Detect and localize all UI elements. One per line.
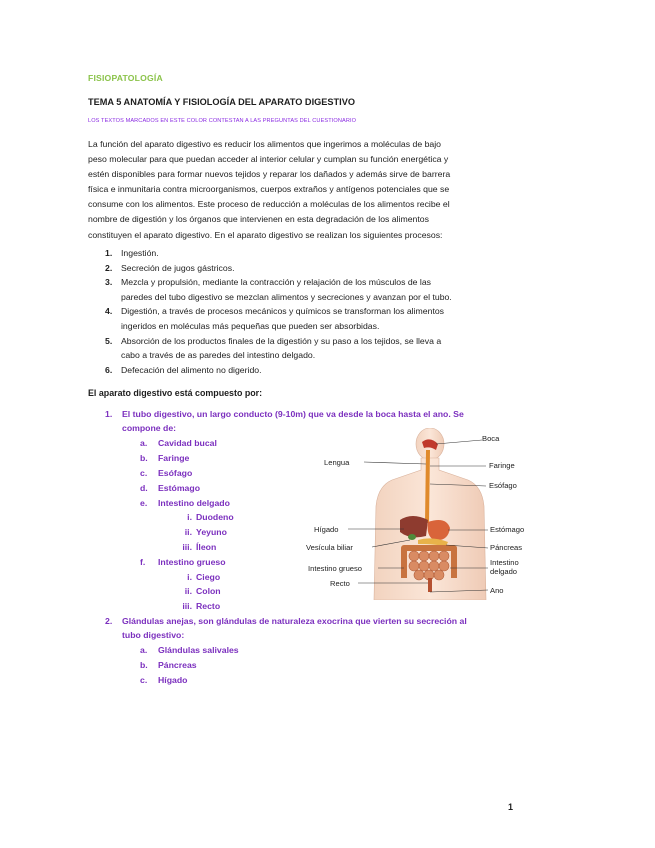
esophagus-shape: [427, 450, 428, 523]
list-text: [121, 275, 508, 304]
tube-item: Duodeno: [196, 512, 234, 522]
tube-item-marker: i.: [187, 572, 192, 582]
intro-paragraph: [88, 137, 508, 243]
small-intestine-shape: [409, 551, 449, 580]
tube-item: Intestino delgado: [158, 498, 230, 508]
list-number: 6.: [105, 364, 113, 375]
label-esofago: Esófago: [489, 481, 517, 490]
list-item: [88, 275, 508, 304]
list-text: [121, 304, 508, 333]
label-boca: Boca: [482, 434, 500, 443]
list-item: [88, 246, 508, 261]
intro-line: La función del aparato digestivo es reducir los alimentos que ingerimos a moléculas de bajo: [88, 139, 442, 149]
color-note: LOS TEXTOS MARCADOS EN ESTE COLOR CONTESTAN A LAS PREGUNTAS DEL CUESTIONARIO: [88, 118, 357, 124]
label-higado: Hígado: [314, 525, 339, 534]
tube-item-marker: c.: [140, 468, 148, 478]
page-title: TEMA 5 ANATOMÍA Y FISIOLOGÍA DEL APARATO DIGESTIVO: [88, 97, 355, 107]
label-faringe: Faringe: [489, 461, 515, 470]
composed-heading: El aparato digestivo está compuesto por:: [88, 388, 263, 398]
tube-item: Recto: [196, 601, 221, 611]
tube-item-marker: iii.: [182, 601, 192, 611]
list-line: Absorción de los productos finales de la digestión y su paso a los tejidos, se lleva a: [121, 335, 442, 346]
gland-item-marker: c.: [140, 675, 148, 685]
tube-line: compone de:: [122, 423, 177, 433]
tube-item: Ciego: [196, 572, 221, 582]
tube-item-marker: e.: [140, 498, 148, 508]
process-list: [88, 246, 508, 377]
label-intestino-delgado-1: Intestino: [490, 558, 519, 567]
glands-line: Glándulas anejas, son glándulas de naturaleza exocrina que vierten su secreción al: [122, 616, 467, 626]
digestive-system-diagram: [300, 428, 540, 600]
gland-item-marker: b.: [140, 660, 148, 670]
tube-item: Colon: [196, 586, 221, 596]
list-item: [88, 304, 508, 333]
label-recto: Recto: [330, 579, 350, 588]
list-item: [88, 261, 508, 276]
list-text: Secreción de jugos gástricos.: [121, 262, 235, 273]
label-vesicula: Vesícula biliar: [306, 543, 353, 552]
label-intestino-delgado-2: delgado: [490, 567, 518, 576]
list-line: Mezcla y propulsión, mediante la contracción y relajación de los músculos de las: [121, 277, 432, 288]
tube-item: Yeyuno: [196, 527, 227, 537]
list-number: 4.: [105, 306, 113, 317]
tube-item: Cavidad bucal: [158, 438, 217, 448]
list-line: Digestión, a través de procesos mecánicos y químicos se transforman los alimentos: [121, 306, 445, 317]
tube-line: El tubo digestivo, un largo conducto (9-10m) que va desde la boca hasta el ano. Se: [122, 409, 464, 419]
tube-item: Íleon: [196, 542, 217, 552]
tube-item: Esófago: [158, 468, 193, 478]
tube-item-marker: f.: [140, 557, 146, 567]
liver-shape: [400, 516, 428, 537]
tube-item-marker: b.: [140, 453, 148, 463]
tube-item-marker: a.: [140, 438, 148, 448]
list-number: 2.: [105, 262, 113, 273]
list-item: [88, 334, 508, 363]
list-line: paredes del tubo digestivo se mezclan alimentos y secreciones y avanzan por el tubo.: [121, 291, 452, 302]
list-number: 5.: [105, 335, 113, 346]
list-text: Defecación del alimento no digerido.: [121, 364, 262, 375]
label-lengua: Lengua: [324, 458, 350, 467]
tube-item-marker: iii.: [182, 542, 192, 552]
intro-line: consume con los alimentos. Este proceso de reducción a moléculas de los alimentos recibe el: [88, 199, 450, 210]
list-line: ingeridos en moléculas más pequeñas que pueden ser absorbidas.: [121, 320, 380, 331]
tube-item: Faringe: [158, 453, 190, 463]
gland-item: Páncreas: [158, 660, 197, 670]
list-number: 3.: [105, 277, 113, 288]
glands-number: 2.: [105, 616, 113, 626]
gland-item: Glándulas salivales: [158, 645, 239, 655]
tube-item: Intestino grueso: [158, 557, 226, 567]
intro-line: física e inmunitaria contra microorganismos, cuerpos extraños y antígenos potenciales que se: [88, 184, 450, 195]
list-item: [88, 363, 508, 378]
tube-item-marker: ii.: [184, 527, 192, 537]
glands-line: tubo digestivo:: [122, 630, 185, 640]
list-line: cabo a través de as paredes del intestino delgado.: [121, 350, 316, 361]
intro-line: nombre de digestión y los órganos que intervienen en esta degradación de los alimentos: [88, 214, 429, 225]
gland-item-marker: a.: [140, 645, 148, 655]
label-intestino-grueso: Intestino grueso: [308, 564, 363, 573]
gland-item: Hígado: [158, 675, 188, 685]
list-text: [121, 334, 508, 363]
tube-item-marker: d.: [140, 483, 148, 493]
list-number: 1.: [105, 248, 113, 258]
label-estomago: Estómago: [490, 525, 525, 534]
tube-item-marker: i.: [187, 512, 192, 522]
list-text: Ingestión.: [121, 248, 159, 258]
tube-item-marker: ii.: [184, 586, 192, 596]
gallbladder-shape: [408, 534, 416, 540]
tube-number: 1.: [105, 409, 113, 419]
label-pancreas: Páncreas: [490, 543, 523, 552]
intro-line: constituyen el aparato digestivo. En el aparato digestivo se realizan los siguientes procesos:: [88, 229, 443, 240]
intro-line: peso molecular para que puedan acceder al interior celular y cumplan su función energética y: [88, 154, 449, 165]
label-ano: Ano: [490, 586, 504, 595]
intro-line: estén disponibles para formar nuevos tejidos y reparar los dañados y además sirve de barrera: [88, 169, 451, 180]
subject-heading: FISIOPATOLOGÍA: [88, 73, 163, 83]
page-number: 1: [508, 802, 514, 812]
tube-item: Estómago: [158, 483, 200, 493]
